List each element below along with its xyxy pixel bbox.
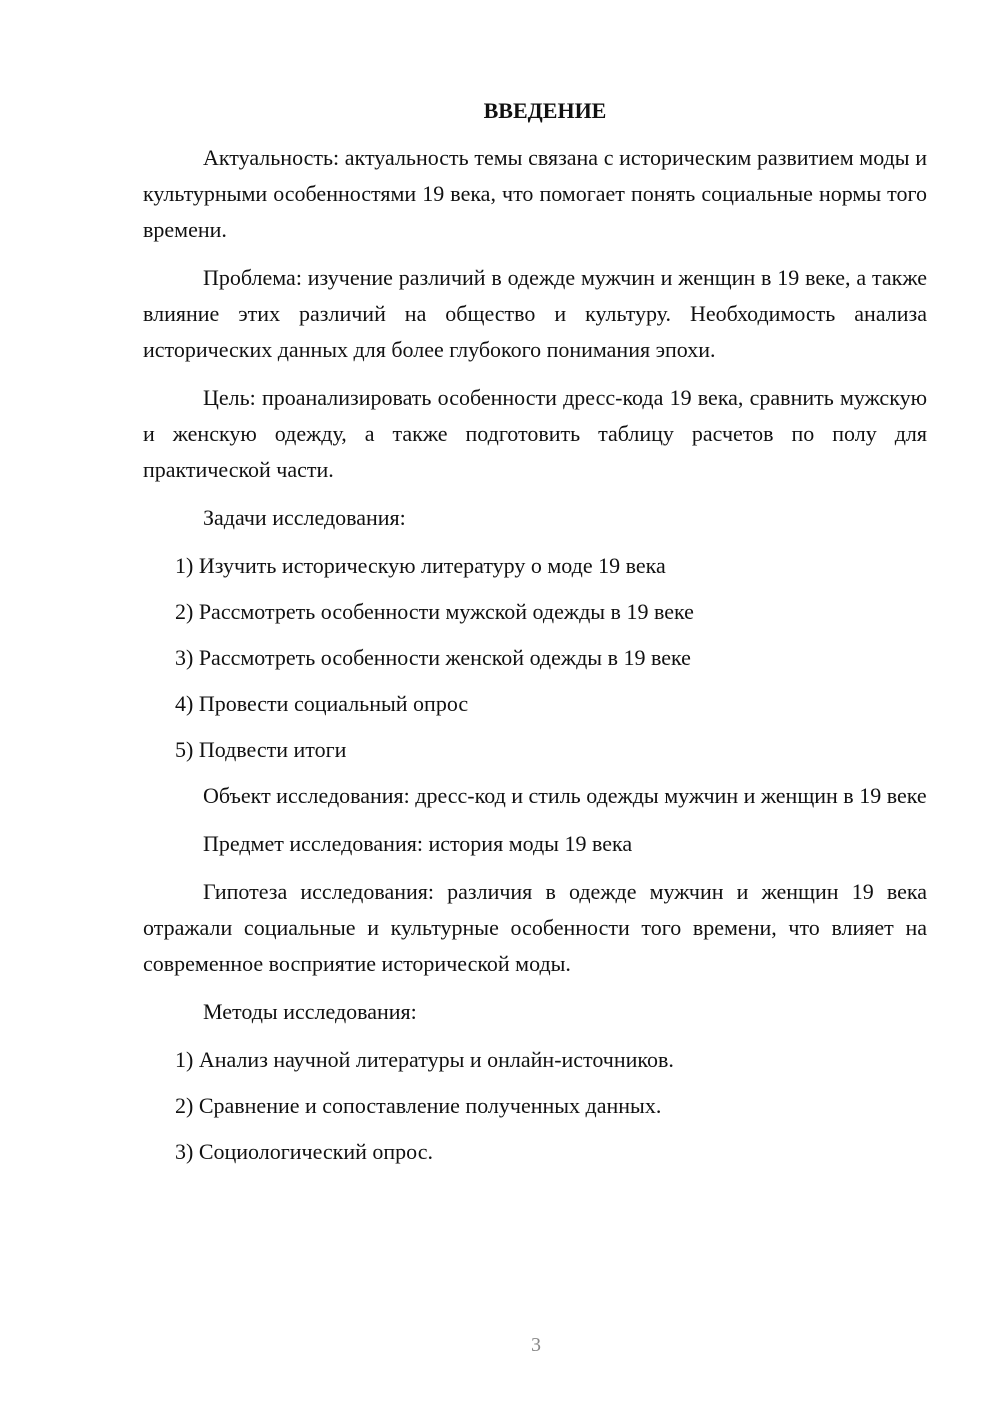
methods-heading: Методы исследования: bbox=[203, 999, 417, 1024]
list-item: 3) Рассмотреть особенности женской одежды в 19 веке bbox=[175, 645, 691, 670]
list-item: 1) Изучить историческую литературу о моде 19 века bbox=[175, 553, 666, 578]
list-item: 2) Рассмотреть особенности мужской одежды в 19 веке bbox=[175, 599, 694, 624]
tasks-list bbox=[143, 548, 927, 768]
object-paragraph: Объект исследования: дресс-код и стиль одежды мужчин и женщин в 19 веке bbox=[203, 783, 927, 808]
goal-paragraph: Цель: проанализировать особенности дресс-кода 19 века, сравнить мужскую и женскую одежду, а также подготовить таблицу расчетов по полу для практической части. bbox=[143, 385, 927, 482]
tasks-heading: Задачи исследования: bbox=[203, 505, 406, 530]
subject-paragraph: Предмет исследования: история моды 19 века bbox=[203, 831, 633, 856]
list-item: 5) Подвести итоги bbox=[175, 737, 347, 762]
list-item: 2) Сравнение и сопоставление полученных данных. bbox=[175, 1093, 662, 1118]
page-number: 3 bbox=[531, 1334, 541, 1356]
list-item: 3) Социологический опрос. bbox=[175, 1139, 433, 1164]
hypothesis-paragraph: Гипотеза исследования: различия в одежде мужчин и женщин 19 века отражали социальные и культурные особенности того времени, что влияет на современное восприятие исторической моды. bbox=[143, 879, 927, 976]
problem-paragraph: Проблема: изучение различий в одежде мужчин и женщин в 19 веке, а также влияние этих различий на общество и культуру. Необходимость анализа исторических данных для более глубокого понимания эпохи. bbox=[143, 265, 927, 362]
relevance-paragraph: Актуальность: актуальность темы связана с историческим развитием моды и культурными особенностями 19 века, что помогает понять социальные нормы того времени. bbox=[143, 145, 927, 242]
section-title: ВВЕДЕНИЕ bbox=[483, 98, 607, 123]
list-item: 1) Анализ научной литературы и онлайн-источников. bbox=[175, 1047, 674, 1072]
page-content bbox=[143, 96, 927, 1180]
list-item: 4) Провести социальный опрос bbox=[175, 691, 469, 716]
methods-list bbox=[143, 1042, 927, 1170]
